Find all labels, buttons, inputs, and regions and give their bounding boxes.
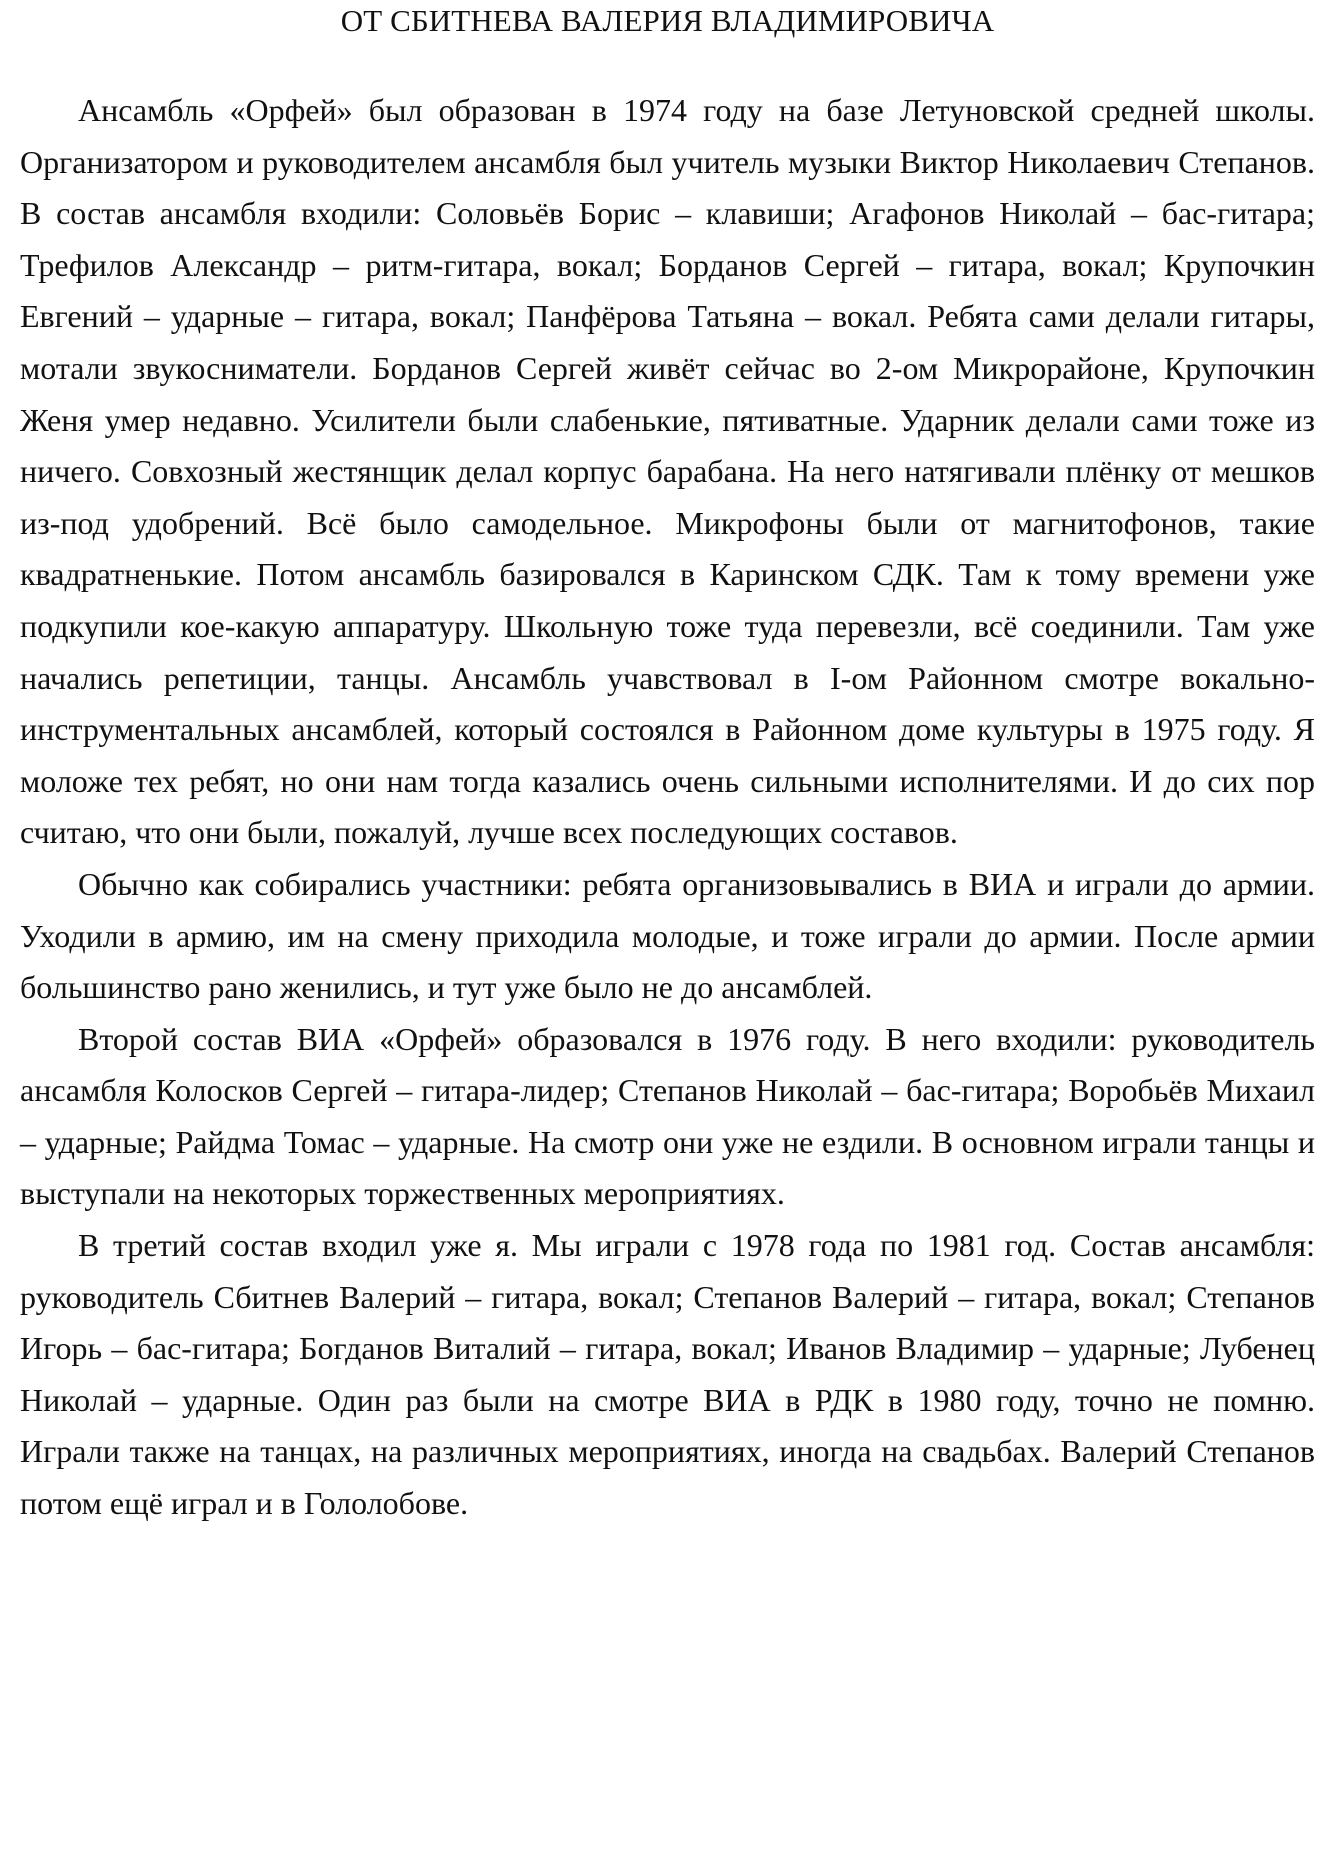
document-body xyxy=(20,85,1315,1530)
page-title: ОТ СБИТНЕВА ВАЛЕРИЯ ВЛАДИМИРОВИЧА xyxy=(340,3,995,38)
paragraph-1: Ансамбль «Орфей» был образован в 1974 году на базе Летуновской средней школы. Организатором и руководителем ансамбля был учитель музыки Виктор Николаевич Степанов. В состав ансамбля входили: Соловьёв Борис – клавиши; Агафонов Николай – бас-гитара; Трефилов Александр – ритм-гитара, вокал; Борданов Сергей – гитара, вокал; Крупочкин Евгений – ударные – гитара, вокал; Панфёрова Татьяна – вокал. Ребята сами делали гитары, мотали звукосниматели. Борданов Сергей живёт сейчас во 2-ом Микрорайоне, Крупочкин Женя умер недавно. Усилители были слабенькие, пятиватные. Ударник делали сами тоже из ничего. Совхозный жестянщик делал корпус барабана. На него натягивали плёнку от мешков из-под удобрений. Всё было самодельное. Микрофоны были от магнитофонов, такие квадратненькие. Потом ансамбль базировался в Каринском СДК. Там к тому времени уже подкупили кое-какую аппаратуру. Школьную тоже туда перевезли, всё соединили. Там уже начались репетиции, танцы. Ансамбль учавствовал в I-ом Районном смотре вокально-инструментальных ансамблей, который состоялся в Районном доме культуры в 1975 году. Я моложе тех ребят, но они нам тогда казались очень сильными исполнителями. И до сих пор считаю, что они были, пожалуй, лучше всех последующих составов. xyxy=(20,92,1315,851)
paragraph-3: Второй состав ВИА «Орфей» образовался в 1976 году. В него входили: руководитель ансамбля Колосков Сергей – гитара-лидер; Степанов Николай – бас-гитара; Воробьёв Михаил – ударные; Райдма Томас – ударные. На смотр они уже не ездили. В основном играли танцы и выступали на некоторых торжественных мероприятиях. xyxy=(20,1020,1315,1212)
paragraph-2: Обычно как собирались участники: ребята организовывались в ВИА и играли до армии. Уходили в армию, им на смену приходила молодые, и тоже играли до армии. После армии большинство рано женились, и тут уже было не до ансамблей. xyxy=(20,865,1315,1006)
paragraph-4: В третий состав входил уже я. Мы играли с 1978 года по 1981 год. Состав ансамбля: руководитель Сбитнев Валерий – гитара, вокал; Степанов Валерий – гитара, вокал; Степанов Игорь – бас-гитара; Богданов Виталий – гитара, вокал; Иванов Владимир – ударные; Лубенец Николай – ударные. Один раз были на смотре ВИА в РДК в 1980 году, точно не помню. Играли также на танцах, на различных мероприятиях, иногда на свадьбах. Валерий Степанов потом ещё играл и в Гололобове. xyxy=(20,1227,1315,1522)
